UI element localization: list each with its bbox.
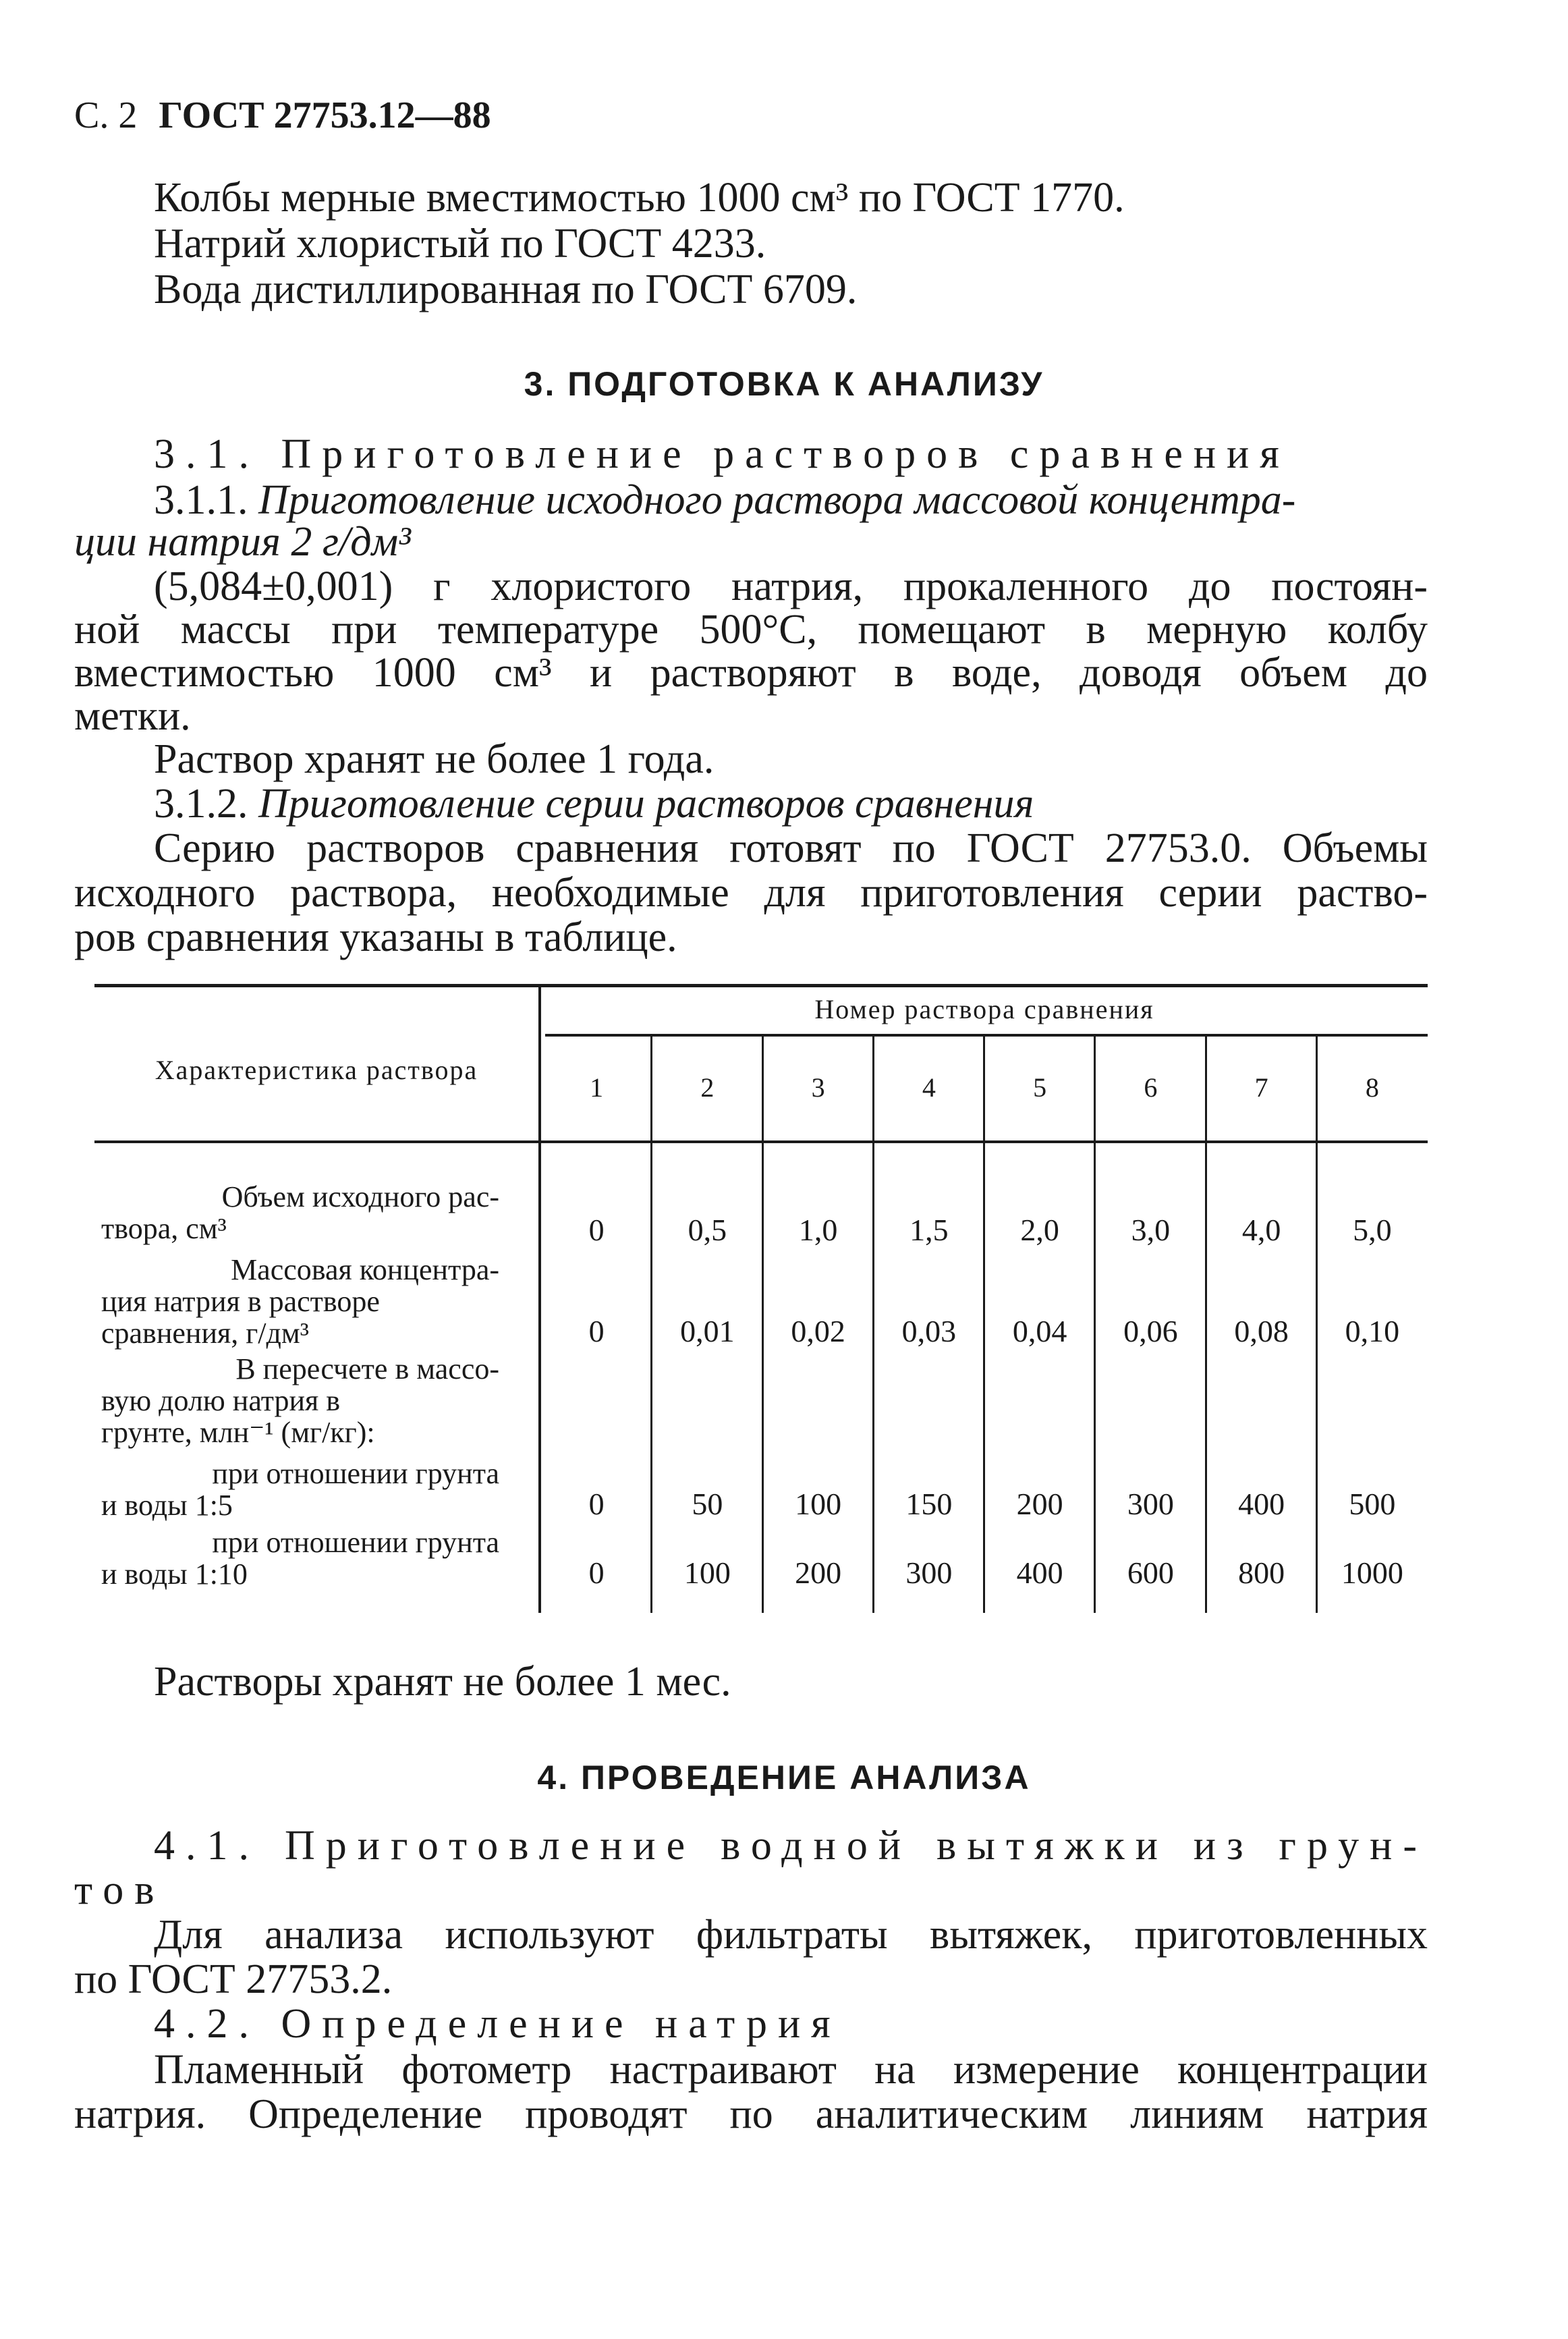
after-table-note: Растворы хранят не более 1 мес.: [154, 1659, 731, 1705]
table-cell: 150: [905, 1487, 953, 1521]
column-header-group: Номер раствора сравнения: [814, 994, 1154, 1024]
column-number: 8: [1365, 1072, 1379, 1103]
table-cell: 100: [683, 1556, 731, 1590]
column-rule: [650, 1037, 652, 1140]
table-cell: 1000: [1341, 1556, 1403, 1590]
table-cell: 1,0: [798, 1213, 838, 1247]
table-cell: 0,10: [1345, 1314, 1400, 1348]
body-line: натрия. Определение проводят по аналитическим линиям натрия: [74, 2091, 1428, 2137]
table-cell: 0,03: [901, 1314, 957, 1348]
column-number: 5: [1033, 1072, 1047, 1103]
column-rule: [872, 1037, 874, 1140]
table-cell: 200: [795, 1556, 842, 1590]
table-cell: 400: [1238, 1487, 1285, 1521]
table-top-rule: [94, 984, 1428, 987]
table-cell: 800: [1238, 1556, 1285, 1590]
body-line: исходного раствора, необходимые для приготовления серии раство-: [74, 870, 1428, 916]
column-number: 6: [1144, 1072, 1158, 1103]
table-cell: 0,01: [680, 1314, 735, 1348]
section-title: 4. ПРОВЕДЕНИЕ АНАЛИЗА: [537, 1759, 1031, 1796]
column-number: 2: [700, 1072, 715, 1103]
table-cell: 500: [1349, 1487, 1396, 1521]
table-cell: 0,5: [688, 1213, 727, 1247]
clause-3-1-2: [154, 780, 1034, 827]
column-number: 4: [922, 1072, 936, 1103]
body-line: Серию растворов сравнения готовят по ГОСТ 27753.0. Объемы: [154, 825, 1428, 871]
column-rule: [1205, 1037, 1207, 1140]
table-cell: 50: [692, 1487, 723, 1521]
table-cell: 4,0: [1241, 1213, 1281, 1247]
table-cell: 0: [588, 1314, 605, 1348]
doc-ref: ГОСТ 27753.12—88: [159, 94, 491, 136]
body-line: ров сравнения указаны в таблице.: [74, 914, 677, 960]
table-cell: 300: [1127, 1487, 1174, 1521]
row-label: при отношении грунта и воды 1:5: [101, 1457, 499, 1522]
intro-line: Вода дистиллированная по ГОСТ 6709.: [154, 267, 858, 312]
body-line: вместимостью 1000 см³ и растворяют в воде, доводя объем до: [74, 650, 1428, 696]
clause-4-1: 4.1. Приготовление водной вытяжки из грун-: [154, 1823, 1428, 1869]
column-header-characteristic: Характеристика раствора: [155, 1055, 478, 1085]
table-cell: 3,0: [1131, 1213, 1171, 1247]
body-line: Для анализа используют фильтраты вытяжек, приготовленных: [154, 1912, 1428, 1958]
body-line: Пламенный фотометр настраивают на измерение концентрации: [154, 2047, 1428, 2093]
table-cell: 2,0: [1020, 1213, 1059, 1247]
table-cell: 5,0: [1353, 1213, 1392, 1247]
table-cell: 0,04: [1012, 1314, 1067, 1348]
body-line: метки.: [74, 693, 191, 739]
intro-line: Колбы мерные вместимостью 1000 см³ по ГОСТ 1770.: [154, 175, 1125, 221]
table-cell: 200: [1016, 1487, 1063, 1521]
page-header: [74, 92, 491, 139]
table-cell: 400: [1016, 1556, 1063, 1590]
body-line: (5,084±0,001) г хлористого натрия, прокаленного до постоян-: [154, 563, 1428, 609]
page-ref: С. 2: [74, 94, 138, 136]
table-cell: 0,02: [791, 1314, 845, 1348]
column-rule: [983, 1037, 985, 1140]
clause-title: Приготовление серии растворов сравнения: [258, 781, 1034, 827]
storage-note: Раствор хранят не более 1 года.: [154, 736, 715, 782]
clause-title-cont: ции натрия 2 г/дм³: [74, 519, 411, 565]
table-cell: 0,06: [1123, 1314, 1178, 1348]
row-label: Объем исходного рас- твора, см³: [101, 1180, 499, 1245]
column-rule: [1094, 1037, 1096, 1140]
body-line: по ГОСТ 27753.2.: [74, 1956, 393, 2002]
clause-4-2: 4.2. Определение натрия: [154, 2001, 841, 2047]
column-number: 1: [590, 1072, 604, 1103]
column-rule: [762, 1037, 764, 1140]
clause-number: 3.1.1.: [154, 477, 248, 523]
table-group-rule: [545, 1034, 1428, 1037]
table-cell: 1,5: [909, 1213, 949, 1247]
clause-3-1: 3.1. Приготовление растворов сравнения: [154, 431, 1290, 477]
table-cell: 0,08: [1234, 1314, 1289, 1348]
clause-4-1-cont: тов: [74, 1867, 165, 1913]
clause-number: 3.1.2.: [154, 781, 248, 827]
row-label: при отношении грунта и воды 1:10: [101, 1526, 499, 1591]
intro-line: Натрий хлористый по ГОСТ 4233.: [154, 221, 766, 267]
column-rule: [1316, 1037, 1318, 1140]
clause-3-1-1: [154, 476, 1295, 524]
row-label: В пересчете в массо- вую долю натрия в грунте, млн⁻¹ (мг/кг):: [101, 1352, 499, 1449]
table-cell: 0: [588, 1487, 605, 1521]
section-title: 3. ПОДГОТОВКА К АНАЛИЗУ: [524, 365, 1044, 403]
column-number: 3: [811, 1072, 825, 1103]
table-cell: 100: [795, 1487, 842, 1521]
table-cell: 600: [1127, 1556, 1174, 1590]
row-label: Массовая концентра- ция натрия в растворе сравнения, г/дм³: [101, 1253, 499, 1350]
clause-title: Приготовление исходного раствора массовой концентра-: [258, 477, 1296, 523]
body-line: ной массы при температуре 500°С, помещают в мерную колбу: [74, 607, 1428, 653]
table-cell: 0: [588, 1213, 605, 1247]
table-cell: 0: [588, 1556, 605, 1590]
column-number: 7: [1254, 1072, 1268, 1103]
table-cell: 300: [905, 1556, 953, 1590]
table-header-rule: [94, 1140, 1428, 1143]
